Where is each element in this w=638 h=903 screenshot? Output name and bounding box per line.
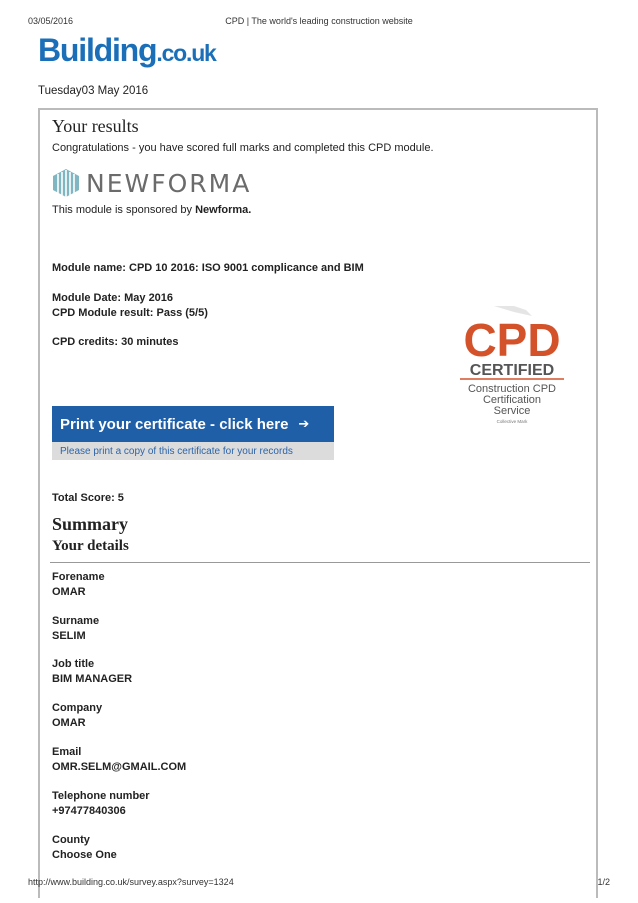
print-url: http://www.building.co.uk/survey.aspx?survey=1324 (28, 877, 234, 887)
field-label-company: Company (52, 702, 103, 714)
sponsored-by-text (52, 204, 251, 216)
field-label-surname: Surname (52, 615, 100, 627)
module-date: Module Date: May 2016 (52, 292, 174, 304)
print-date: 03/05/2016 (28, 16, 74, 26)
summary-heading: Summary (52, 514, 128, 534)
print-certificate-button[interactable] (52, 406, 334, 460)
badge-cpd-text: CPD (463, 314, 561, 366)
sponsored-prefix: This module is sponsored by (52, 204, 196, 216)
cpd-certified-badge (454, 306, 570, 426)
field-value-job-title: BIM MANAGER (52, 673, 133, 685)
field-value-telephone: +97477840306 (52, 805, 126, 817)
sponsor-name: Newforma. (195, 204, 252, 216)
badge-mark: Collective Mark (496, 419, 528, 424)
field-value-surname: SELIM (52, 630, 86, 642)
field-label-email: Email (52, 746, 82, 758)
arrow-right-icon: ➔ (298, 416, 310, 431)
congrats-text: Congratulations - you have scored full marks and completed this CPD module. (52, 142, 434, 154)
badge-line3: Service (493, 405, 531, 417)
results-heading: Your results (52, 116, 139, 136)
newforma-logo (52, 168, 251, 198)
badge-line2: Certification (482, 394, 542, 406)
module-name: Module name: CPD 10 2016: ISO 9001 complicance and BIM (52, 262, 364, 274)
site-date: Tuesday03 May 2016 (38, 85, 149, 97)
total-score: Total Score: 5 (52, 492, 124, 504)
badge-certified-text: CERTIFIED (469, 362, 555, 379)
print-footer (28, 877, 610, 889)
print-button-label: Print your certificate - click here (60, 415, 289, 433)
building-logo[interactable] (38, 34, 216, 66)
print-page-title: CPD | The world's leading construction website (225, 16, 413, 26)
results-panel (38, 108, 598, 898)
field-value-forename: OMAR (52, 586, 86, 598)
field-label-job-title: Job title (52, 658, 95, 670)
cpd-credits: CPD credits: 30 minutes (52, 336, 179, 348)
field-value-county: Choose One (52, 849, 117, 861)
field-label-county: County (52, 834, 90, 846)
logo-main-text: Building (38, 32, 157, 68)
print-page-number: 1/2 (597, 877, 610, 887)
field-value-email: OMR.SELM@GMAIL.COM (52, 761, 187, 773)
logo-suffix-text: .co.uk (156, 40, 216, 66)
badge-line1: Construction CPD (467, 383, 557, 395)
print-button-top (52, 406, 334, 442)
field-label-forename: Forename (52, 571, 105, 583)
print-header (28, 16, 610, 28)
details-divider (50, 562, 590, 563)
newforma-wordmark: NEWFORMA (86, 168, 252, 198)
your-details-heading: Your details (52, 538, 129, 554)
field-label-telephone: Telephone number (52, 790, 150, 802)
print-button-sublabel: Please print a copy of this certificate for your records (52, 442, 334, 460)
field-value-company: OMAR (52, 717, 86, 729)
module-result: CPD Module result: Pass (5/5) (52, 307, 208, 319)
newforma-cube-icon (52, 168, 80, 198)
